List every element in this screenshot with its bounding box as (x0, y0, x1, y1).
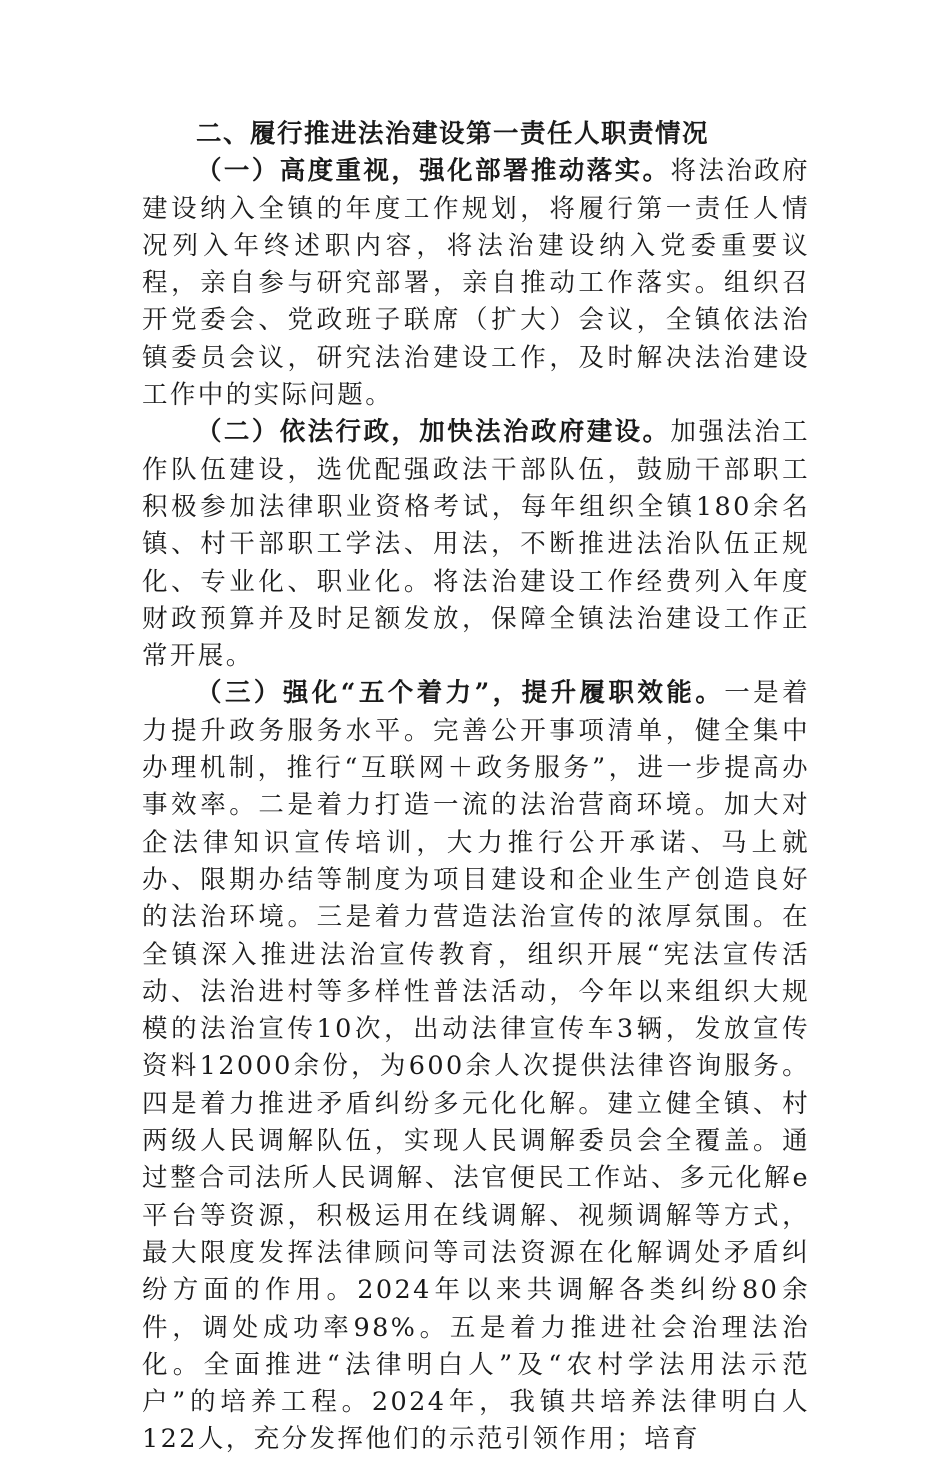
section-heading: 二、履行推进法治建设第一责任人职责情况 (196, 119, 710, 149)
paragraph-2-body: 加强法治工作队伍建设，选优配强政法干部队伍，鼓励干部职工积极参加法律职业资格考试，每年组织全镇180余名镇、村干部职工学法、用法，不断推进法治队伍正规化、专业化、职业化。将法治建设工作经费列入年度财政预算并及时足额发放，保障全镇法治建设工作正常开展。 (142, 417, 810, 672)
paragraph-1-body: 将法治政府建设纳入全镇的年度工作规划，将履行第一责任人情况列入年终述职内容，将法治建设纳入党委重要议程，亲自参与研究部署，亲自推动工作落实。组织召开党委会、党政班子联席（扩大）会议，全镇依法治镇委员会议，研究法治建设工作，及时解决法治建设工作中的实际问题。 (142, 156, 810, 411)
paragraph-3-lead: （三）强化“五个着力”，提升履职效能。 (196, 678, 725, 709)
paragraph-3 (142, 675, 810, 1458)
paragraph-3-body: 一是着力提升政务服务水平。完善公开事项清单，健全集中办理机制，推行“互联网＋政务服务”，进一步提高办事效率。二是着力打造一流的法治营商环境。加大对企法律知识宣传培训，大力推行公开承诺、马上就办、限期办结等制度为项目建设和企业生产创造良好的法治环境。三是着力营造法治宣传的浓厚氛围。在全镇深入推进法治宣传教育，组织开展“宪法宣传活动、法治进村等多样性普法活动，今年以来组织大规模的法治宣传10次，出动法律宣传车3辆，发放宣传资料12000余份，为600余人次提供法律咨询服务。四是着力推进矛盾纠纷多元化化解。建立健全镇、村两级人民调解队伍，实现人民调解委员会全覆盖。通过整合司法所人民调解、法官便民工作站、多元化解e平台等资源，积极运用在线调解、视频调解等方式，最大限度发挥法律顾问等司法资源在化解调处矛盾纠纷方面的作用。2024年以来共调解各类纠纷80余件，调处成功率98%。五是着力推进社会治理法治化。全面推进“法律明白人”及“农村学法用法示范户”的培养工程。2024年，我镇共培养法律明白人122人，充分发挥他们的示范引领作用；培育 (142, 678, 811, 1455)
document-body (142, 116, 810, 1459)
paragraph-2-lead: （二）依法行政，加快法治政府建设。 (196, 417, 671, 448)
paragraph-1-lead: （一）高度重视，强化部署推动落实。 (196, 156, 671, 187)
paragraph-2 (142, 414, 810, 675)
paragraph-1 (142, 153, 810, 414)
